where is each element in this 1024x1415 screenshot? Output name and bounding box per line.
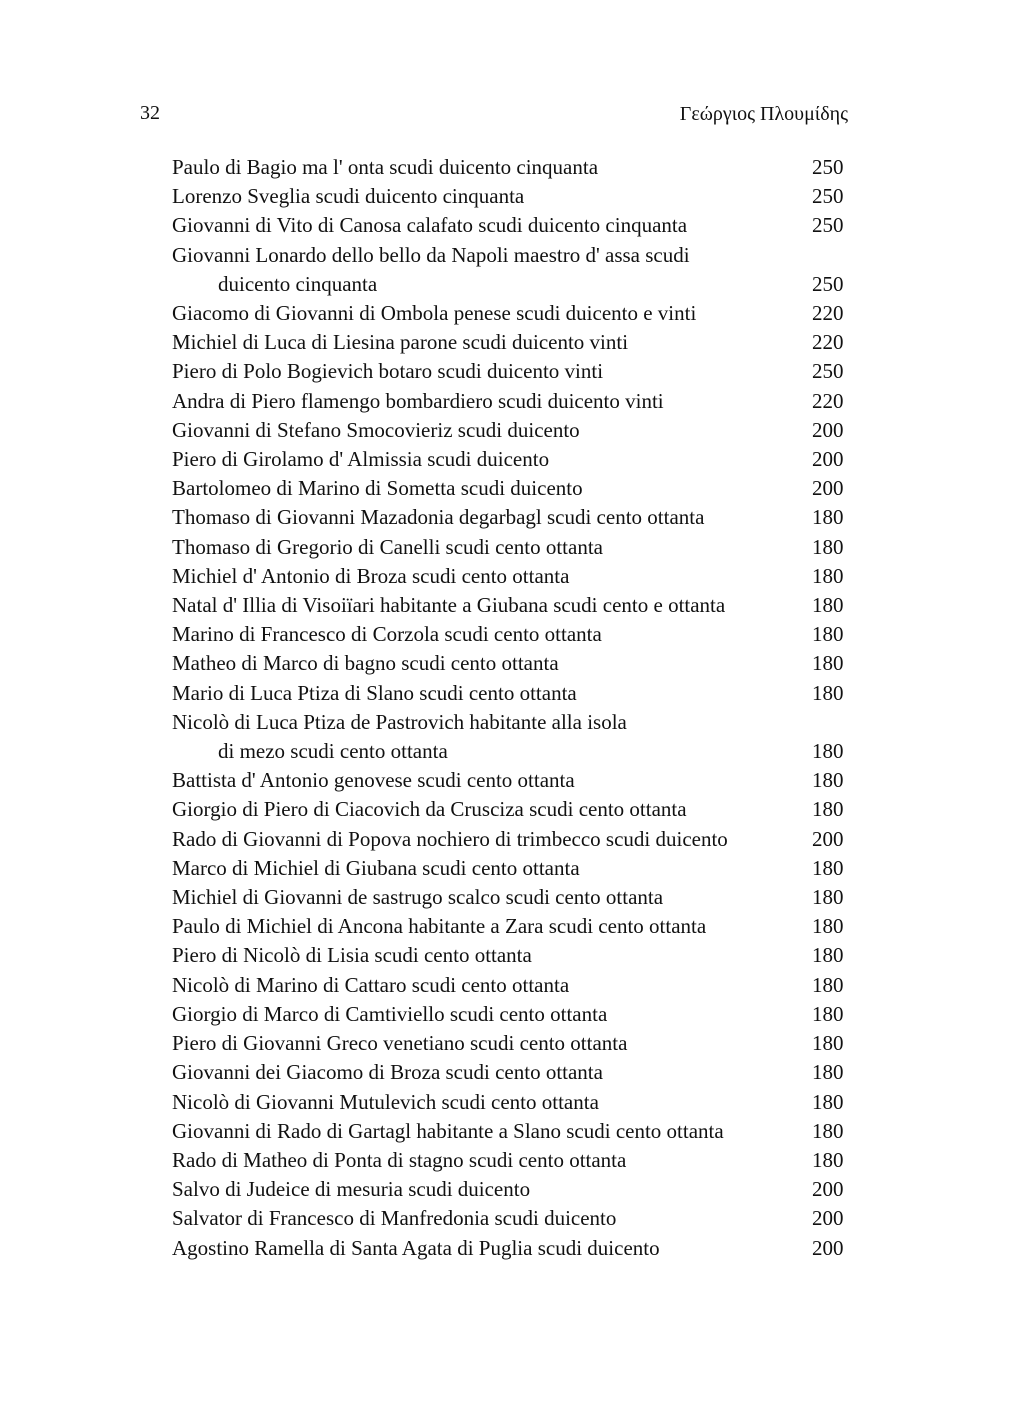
entry-amount: 250 — [812, 271, 844, 296]
running-head: Γεώργιος Πλουμίδης — [679, 103, 848, 125]
list-item — [172, 328, 852, 357]
entry-amount: 200 — [812, 417, 844, 442]
entry-name: Giovanni di Vito di Canosa calafato scudi duicento cinquanta — [172, 213, 688, 238]
list-item — [172, 971, 852, 1000]
entry-amount: 180 — [812, 680, 844, 705]
list-item — [172, 533, 852, 562]
entry-name: Bartolomeo di Marino di Sometta scudi duicento — [172, 476, 583, 501]
list-item — [172, 766, 852, 795]
entry-amount: 180 — [812, 505, 844, 530]
list-item — [172, 1146, 852, 1175]
list-item — [172, 562, 852, 591]
entry-name: Nicolò di Giovanni Mutulevich scudi cento ottanta — [172, 1089, 599, 1114]
entry-name: Michiel di Giovanni de sastrugo scalco scudi cento ottanta — [172, 885, 664, 910]
entry-amount: 200 — [812, 826, 844, 851]
list-item — [172, 299, 852, 328]
entry-name: Mario di Luca Ptiza di Slano scudi cento ottanta — [172, 680, 577, 705]
entry-amount: 220 — [812, 388, 844, 413]
entry-amount: 200 — [812, 476, 844, 501]
entry-amount: 180 — [812, 1147, 844, 1172]
list-item — [172, 649, 852, 678]
entry-amount: 180 — [812, 885, 844, 910]
entry-name: Giovanni Lonardo dello bello da Napoli maestro d' assa scudi — [172, 242, 690, 267]
entry-name: Rado di Giovanni di Popova nochiero di trimbecco scudi duicento — [172, 826, 728, 851]
list-item — [172, 1058, 852, 1087]
entry-name: Giacomo di Giovanni di Ombola penese scudi duicento e vinti — [172, 301, 697, 326]
entry-amount: 180 — [812, 768, 844, 793]
entry-amount: 200 — [812, 1206, 844, 1231]
list-item — [172, 182, 852, 211]
list-item — [172, 445, 852, 474]
entry-name: Nicolò di Luca Ptiza de Pastrovich habitante alla isola — [172, 709, 627, 734]
entry-amount: 200 — [812, 1177, 844, 1202]
entry-name: Giovanni di Stefano Smocovieriz scudi duicento — [172, 417, 580, 442]
entry-amount: 180 — [812, 739, 844, 764]
entry-name: Nicolò di Marino di Cattaro scudi cento ottanta — [172, 972, 570, 997]
entry-amount: 180 — [812, 1118, 844, 1143]
entry-name: Salvator di Francesco di Manfredonia scudi duicento — [172, 1206, 617, 1231]
list-item — [172, 708, 852, 737]
list-item — [172, 795, 852, 824]
entry-amount: 180 — [812, 855, 844, 880]
entry-amount: 180 — [812, 972, 844, 997]
page-number: 32 — [140, 102, 160, 124]
list-item — [172, 1117, 852, 1146]
entry-name: Paulo di Michiel di Ancona habitante a Zara scudi cento ottanta — [172, 914, 707, 939]
list-item — [172, 679, 852, 708]
entry-name: Natal d' Illia di Visoiïari habitante a Giubana scudi cento e ottanta — [172, 593, 726, 618]
entry-name: Battista d' Antonio genovese scudi cento ottanta — [172, 768, 575, 793]
list-item — [172, 1234, 852, 1263]
entry-name: Thomaso di Giovanni Mazadonia degarbagl scudi cento ottanta — [172, 505, 705, 530]
list-item — [172, 503, 852, 532]
entry-name: Thomaso di Gregorio di Canelli scudi cento ottanta — [172, 534, 603, 559]
entry-amount: 250 — [812, 213, 844, 238]
entry-amount: 180 — [812, 534, 844, 559]
entry-amount: 180 — [812, 593, 844, 618]
entry-name: Piero di Girolamo d' Almissia scudi duicento — [172, 447, 550, 472]
list-item — [172, 474, 852, 503]
entry-name: Marco di Michiel di Giubana scudi cento ottanta — [172, 855, 580, 880]
entry-amount: 180 — [812, 1031, 844, 1056]
entry-name: di mezo scudi cento ottanta — [218, 739, 448, 764]
entry-amount: 180 — [812, 1060, 844, 1085]
entry-amount: 180 — [812, 914, 844, 939]
entry-name: Michiel di Luca di Liesina parone scudi duicento vinti — [172, 330, 629, 355]
entry-name: Rado di Matheo di Ponta di stagno scudi cento ottanta — [172, 1147, 627, 1172]
list-item — [172, 387, 852, 416]
list-item — [172, 357, 852, 386]
entry-name: Agostino Ramella di Santa Agata di Puglia scudi duicento — [172, 1235, 660, 1260]
entry-amount: 180 — [812, 797, 844, 822]
entry-amount: 220 — [812, 301, 844, 326]
entry-name: Giorgio di Piero di Ciacovich da Crusciza scudi cento ottanta — [172, 797, 687, 822]
list-item — [172, 1175, 852, 1204]
list-item — [172, 241, 852, 270]
list-item — [172, 1029, 852, 1058]
entry-amount: 250 — [812, 359, 844, 384]
entry-name: duicento cinquanta — [218, 271, 378, 296]
entry-name: Piero di Polo Bogievich botaro scudi duicento vinti — [172, 359, 604, 384]
list-item — [172, 153, 852, 182]
list-item — [172, 416, 852, 445]
entry-name: Andra di Piero flamengo bombardiero scudi duicento vinti — [172, 388, 664, 413]
list-item — [172, 211, 852, 240]
entry-amount: 180 — [812, 563, 844, 588]
list-item — [172, 941, 852, 970]
list-item — [172, 620, 852, 649]
list-item — [172, 1088, 852, 1117]
list-item — [172, 270, 852, 299]
list-item — [172, 825, 852, 854]
list-item — [172, 1204, 852, 1233]
list-item — [172, 883, 852, 912]
entry-amount: 250 — [812, 184, 844, 209]
entry-amount: 200 — [812, 447, 844, 472]
entry-name: Giorgio di Marco di Camtiviello scudi cento ottanta — [172, 1001, 608, 1026]
entry-amount: 180 — [812, 1089, 844, 1114]
entry-amount: 180 — [812, 651, 844, 676]
entry-name: Matheo di Marco di bagno scudi cento ottanta — [172, 651, 559, 676]
entry-name: Giovanni di Rado di Gartagl habitante a Slano scudi cento ottanta — [172, 1118, 724, 1143]
entry-amount: 250 — [812, 155, 844, 179]
entry-amount: 180 — [812, 1001, 844, 1026]
entry-amount: 220 — [812, 330, 844, 355]
list-item — [172, 737, 852, 766]
entry-amount: 180 — [812, 943, 844, 968]
entry-name: Paulo di Bagio ma l' onta scudi duicento cinquanta — [172, 155, 599, 179]
entry-name: Marino di Francesco di Corzola scudi cento ottanta — [172, 622, 602, 647]
entry-name: Giovanni dei Giacomo di Broza scudi cento ottanta — [172, 1060, 603, 1085]
entry-list — [172, 153, 852, 1263]
entry-name: Lorenzo Sveglia scudi duicento cinquanta — [172, 184, 525, 209]
entry-amount: 200 — [812, 1235, 844, 1260]
list-item — [172, 912, 852, 941]
entry-name: Michiel d' Antonio di Broza scudi cento ottanta — [172, 563, 570, 588]
list-item — [172, 1000, 852, 1029]
entry-name: Piero di Giovanni Greco venetiano scudi cento ottanta — [172, 1031, 628, 1056]
entry-name: Salvo di Judeice di mesuria scudi duicento — [172, 1177, 531, 1202]
list-item — [172, 591, 852, 620]
entry-name: Piero di Nicolò di Lisia scudi cento ottanta — [172, 943, 532, 968]
entry-amount: 180 — [812, 622, 844, 647]
list-item — [172, 854, 852, 883]
